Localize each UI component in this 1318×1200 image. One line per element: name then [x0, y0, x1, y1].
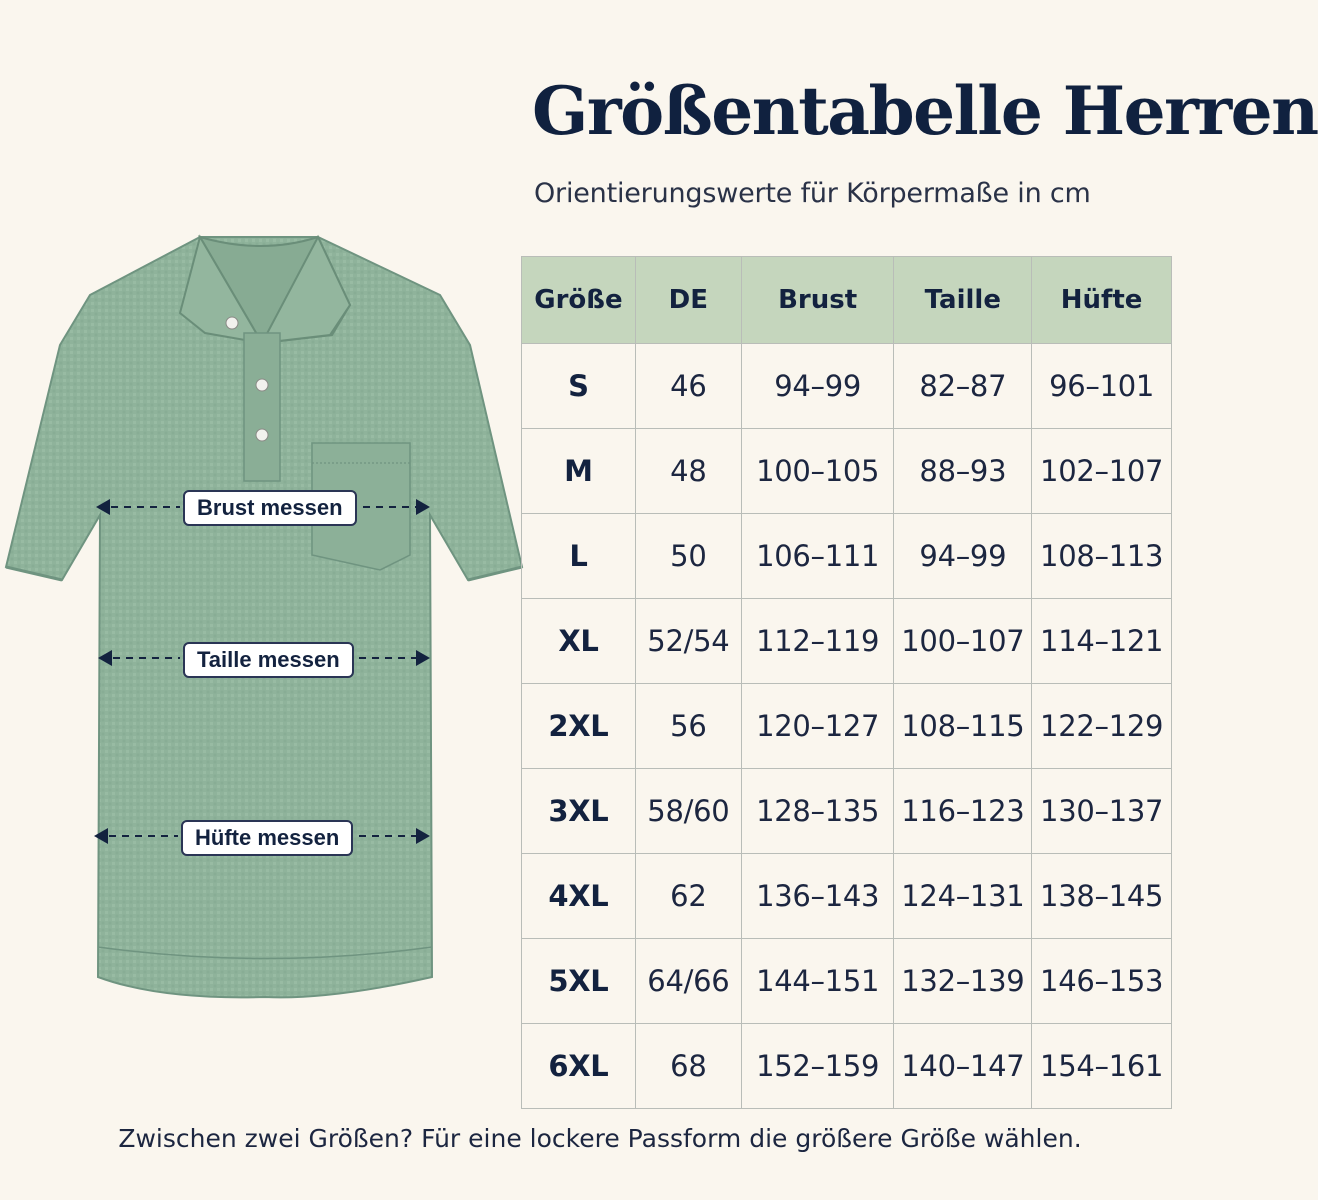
waist-cell: 94–99 — [894, 514, 1032, 599]
column-header-de: DE — [635, 257, 741, 344]
waist-cell: 140–147 — [894, 1024, 1032, 1109]
page-subtitle: Orientierungswerte für Körpermaße in cm — [534, 178, 1091, 209]
size-cell: 4XL — [522, 854, 636, 939]
hip-cell: 130–137 — [1032, 769, 1172, 854]
size-cell: M — [522, 429, 636, 514]
table-row — [522, 429, 1172, 514]
de-cell: 48 — [635, 429, 741, 514]
chest-cell: 94–99 — [741, 344, 894, 429]
de-cell: 52/54 — [635, 599, 741, 684]
waist-cell: 82–87 — [894, 344, 1032, 429]
chest-cell: 106–111 — [741, 514, 894, 599]
waist-cell: 132–139 — [894, 939, 1032, 1024]
page-title: Größentabelle Herren — [532, 72, 1318, 150]
table-row — [522, 599, 1172, 684]
de-cell: 50 — [635, 514, 741, 599]
polo-shirt-image — [0, 225, 530, 1000]
de-cell: 58/60 — [635, 769, 741, 854]
chest-cell: 144–151 — [741, 939, 894, 1024]
chest-cell: 136–143 — [741, 854, 894, 939]
size-cell: S — [522, 344, 636, 429]
de-cell: 64/66 — [635, 939, 741, 1024]
waist-cell: 116–123 — [894, 769, 1032, 854]
column-header-waist: Taille — [894, 257, 1032, 344]
size-cell: L — [522, 514, 636, 599]
size-table — [521, 256, 1172, 1109]
waist-cell: 88–93 — [894, 429, 1032, 514]
size-cell: 3XL — [522, 769, 636, 854]
size-table-header — [522, 257, 1172, 344]
chest-cell: 152–159 — [741, 1024, 894, 1109]
chest-cell: 120–127 — [741, 684, 894, 769]
column-header-size: Größe — [522, 257, 636, 344]
polo-shirt-illustration — [0, 225, 530, 1000]
table-row — [522, 684, 1172, 769]
de-cell: 56 — [635, 684, 741, 769]
table-row — [522, 769, 1172, 854]
footnote: Zwischen zwei Größen? Für eine lockere Passform die größere Größe wählen. — [118, 1124, 1082, 1153]
de-cell: 68 — [635, 1024, 741, 1109]
waist-cell: 124–131 — [894, 854, 1032, 939]
table-row — [522, 344, 1172, 429]
table-row — [522, 939, 1172, 1024]
waist-cell: 100–107 — [894, 599, 1032, 684]
waist-measure-label: Taille messen — [183, 642, 354, 678]
hip-cell: 138–145 — [1032, 854, 1172, 939]
de-cell: 62 — [635, 854, 741, 939]
size-cell: 2XL — [522, 684, 636, 769]
table-row — [522, 854, 1172, 939]
size-table-body — [522, 344, 1172, 1109]
chest-measure-label: Brust messen — [183, 490, 357, 526]
hip-cell: 114–121 — [1032, 599, 1172, 684]
hip-cell: 108–113 — [1032, 514, 1172, 599]
hip-cell: 154–161 — [1032, 1024, 1172, 1109]
hip-cell: 146–153 — [1032, 939, 1172, 1024]
hip-cell: 102–107 — [1032, 429, 1172, 514]
hip-cell: 96–101 — [1032, 344, 1172, 429]
chest-cell: 112–119 — [741, 599, 894, 684]
size-cell: XL — [522, 599, 636, 684]
hip-measure-label: Hüfte messen — [181, 820, 353, 856]
chest-cell: 100–105 — [741, 429, 894, 514]
table-row — [522, 1024, 1172, 1109]
hip-cell: 122–129 — [1032, 684, 1172, 769]
size-cell: 5XL — [522, 939, 636, 1024]
table-row — [522, 514, 1172, 599]
de-cell: 46 — [635, 344, 741, 429]
column-header-chest: Brust — [741, 257, 894, 344]
column-header-hip: Hüfte — [1032, 257, 1172, 344]
chest-cell: 128–135 — [741, 769, 894, 854]
waist-cell: 108–115 — [894, 684, 1032, 769]
size-cell: 6XL — [522, 1024, 636, 1109]
